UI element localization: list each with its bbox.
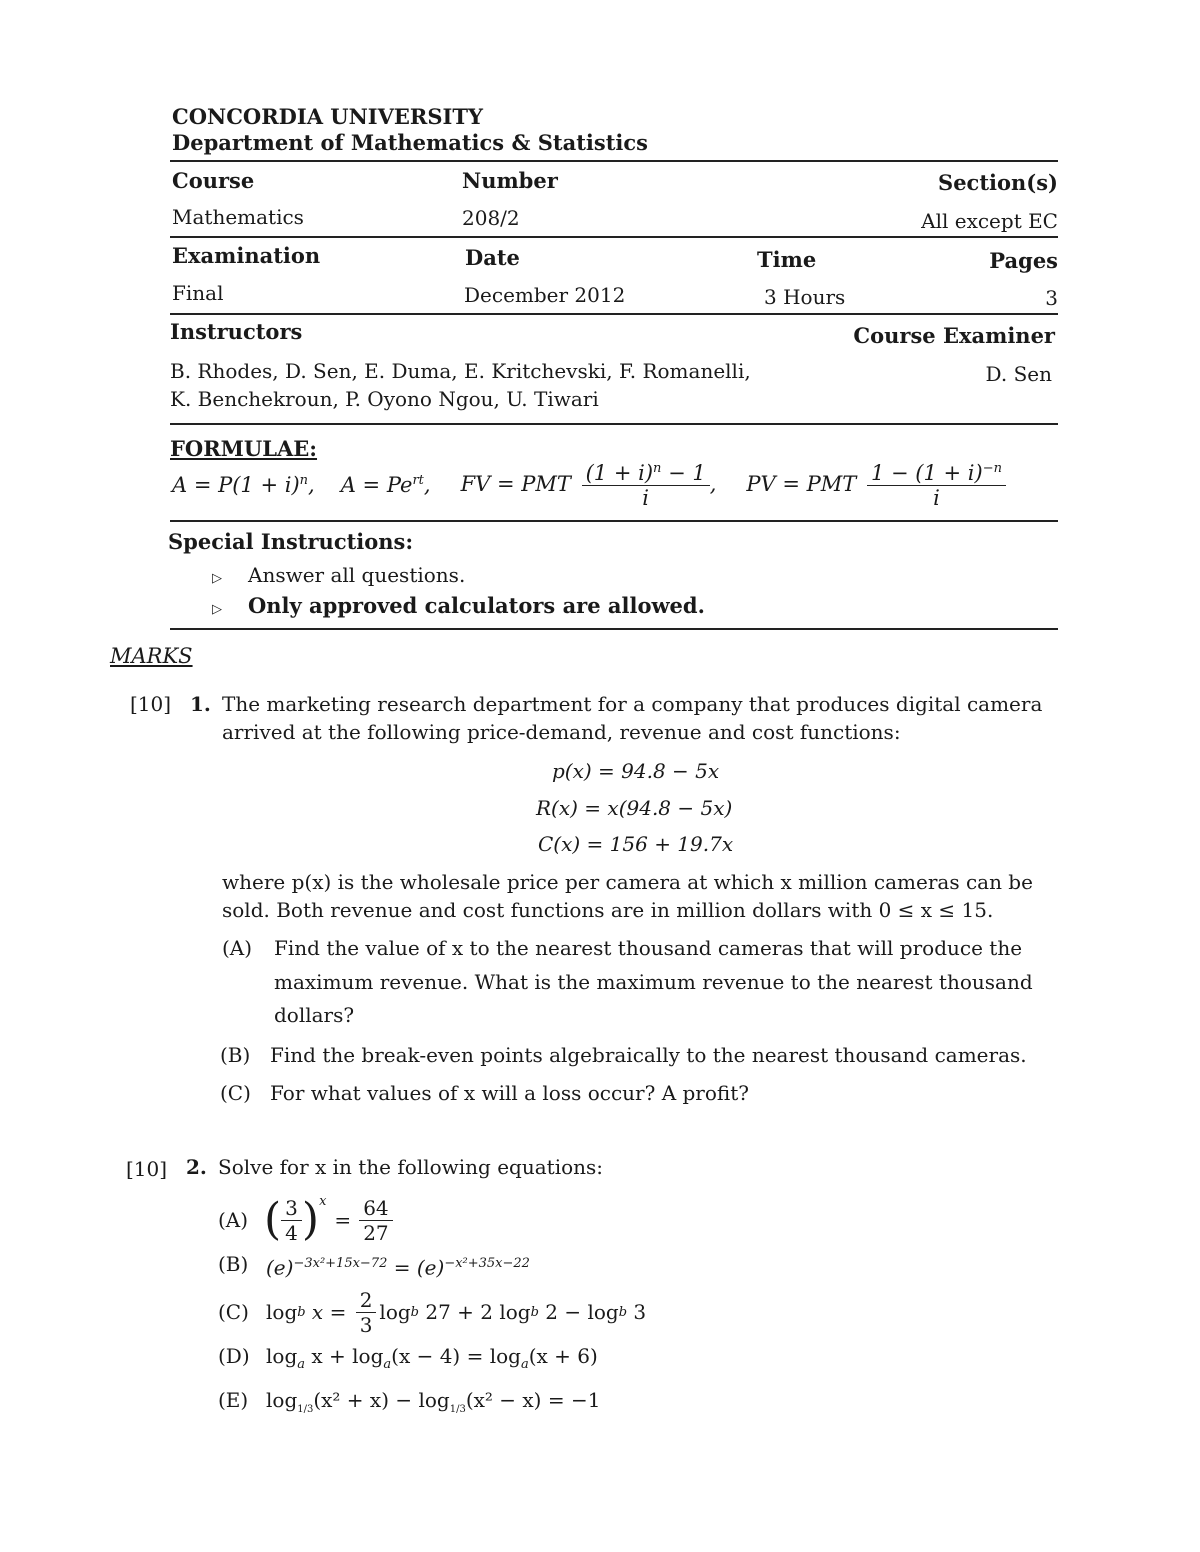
- formulae-title: FORMULAE:: [170, 436, 318, 461]
- university-name: CONCORDIA UNIVERSITY: [172, 104, 483, 129]
- q1-part-b-label: (B): [220, 1043, 251, 1067]
- marks-label: MARKS: [110, 644, 193, 668]
- q1-part-a-label: (A): [222, 936, 253, 960]
- formula-continuous: $A = Pe^{rt}$,: [340, 473, 431, 497]
- formula-fv: FV = PMT $\frac{(1 + i)^n - 1}{i}$ ,: [460, 460, 717, 510]
- sections-label: Section(s): [938, 170, 1058, 195]
- time-label: Time: [757, 247, 817, 272]
- date-value: December 2012: [464, 283, 626, 307]
- q2-marks: [10]: [126, 1157, 168, 1181]
- instructors-line2: K. Benchekroun, P. Oyono Ngou, U. Tiwari: [170, 387, 599, 411]
- q1-where-line1: where p(x) is the wholesale price per camera at which x million cameras can be: [222, 870, 1033, 894]
- q1-part-a-line1: Find the value of x to the nearest thousand cameras that will produce the: [274, 936, 1023, 960]
- q2-part-c-label: (C): [218, 1300, 249, 1324]
- q1-part-b-text: Find the break-even points algebraically to the nearest thousand cameras.: [270, 1043, 1027, 1067]
- q1-number: 1.: [190, 692, 211, 716]
- q1-part-a-line3: dollars?: [274, 1003, 355, 1027]
- q2-intro: Solve for x in the following equations:: [218, 1155, 604, 1179]
- q2-part-a-equation: ( $\frac{3}{4}$ ) $^x$ = $\frac{64}{27}$: [264, 1190, 393, 1250]
- q2-part-e-label: (E): [218, 1388, 249, 1412]
- q1-where-line2: sold. Both revenue and cost functions are in million dollars with 0 ≤ x ≤ 15.: [222, 898, 994, 922]
- formula-pv: PV = PMT $\frac{1 - (1 + i)^{-n}}{i}$: [746, 461, 1006, 510]
- department-name: Department of Mathematics & Statistics: [172, 130, 648, 155]
- q2-part-b-label: (B): [218, 1252, 249, 1276]
- q1-marks: [10]: [130, 692, 172, 716]
- sections-value: All except EC: [921, 209, 1058, 233]
- time-value: 3 Hours: [764, 285, 846, 309]
- q2-part-b-equation: $(e)^{-3x^2+15x-72} = (e)^{-x^2+35x-22}$: [266, 1255, 530, 1280]
- divider: [170, 628, 1058, 630]
- course-value: Mathematics: [172, 205, 304, 229]
- q2-part-e-equation: $\log_{1/3}(x^2 + x) - \log_{1/3}(x^2 - x) = -1$: [266, 1388, 601, 1415]
- number-label: Number: [462, 168, 558, 193]
- instructors-line1: B. Rhodes, D. Sen, E. Duma, E. Kritchevski, F. Romanelli,: [170, 359, 751, 383]
- q1-intro-line1: The marketing research department for a company that produces digital camera: [222, 692, 1043, 716]
- formulae-line: [172, 455, 1006, 515]
- q1-eq-cost: C(x) = 156 + 19.7x: [538, 832, 734, 856]
- q2-part-c-equation: log b x = $\frac{2}{3}$ log b 27 + 2 log b 2 − log b 3: [266, 1287, 647, 1337]
- divider: [170, 520, 1058, 522]
- examination-value: Final: [172, 281, 224, 305]
- q1-part-c-text: For what values of x will a loss occur? A profit?: [270, 1081, 749, 1105]
- divider: [170, 313, 1058, 315]
- examiner-value: D. Sen: [985, 362, 1052, 386]
- instructors-label: Instructors: [170, 319, 303, 344]
- divider: [170, 236, 1058, 238]
- instruction-item: ▷ Only approved calculators are allowed.: [212, 592, 705, 624]
- examination-label: Examination: [172, 243, 321, 268]
- divider: [170, 423, 1058, 425]
- q1-intro-line2: arrived at the following price-demand, revenue and cost functions:: [222, 720, 901, 744]
- q1-part-c-label: (C): [220, 1081, 251, 1105]
- q2-number: 2.: [186, 1155, 207, 1179]
- triangle-bullet-icon: ▷: [212, 571, 222, 586]
- number-value: 208/2: [462, 206, 520, 230]
- pages-label: Pages: [989, 248, 1058, 273]
- instructions-title: Special Instructions:: [168, 529, 414, 554]
- examiner-label: Course Examiner: [853, 323, 1055, 348]
- q2-part-d-equation: $\log_a x + \log_a(x - 4) = \log_a(x + 6)$: [266, 1344, 598, 1372]
- q1-eq-price: p(x) = 94.8 − 5x: [552, 759, 720, 783]
- instruction-item: ▷ Answer all questions.: [212, 561, 465, 593]
- date-label: Date: [465, 245, 520, 270]
- course-label: Course: [172, 168, 255, 193]
- formula-compound: $A = P(1 + i)^n$,: [172, 473, 315, 497]
- pages-value: 3: [1045, 286, 1058, 310]
- q1-part-a-line2: maximum revenue. What is the maximum revenue to the nearest thousand: [274, 970, 1033, 994]
- q2-part-d-label: (D): [218, 1344, 250, 1368]
- divider: [170, 160, 1058, 162]
- q2-part-a-label: (A): [218, 1208, 249, 1232]
- triangle-bullet-icon: ▷: [212, 602, 222, 617]
- q1-eq-revenue: R(x) = x(94.8 − 5x): [536, 796, 733, 820]
